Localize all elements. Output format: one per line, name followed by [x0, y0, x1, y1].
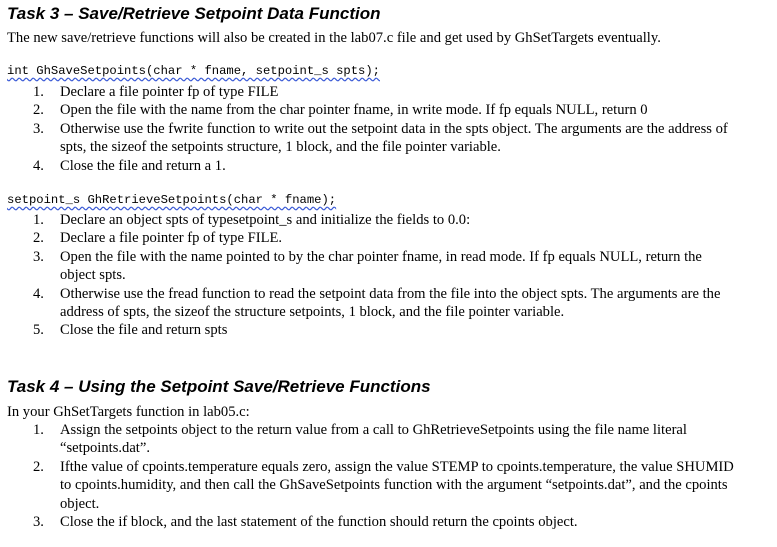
task4-intro: In your GhSetTargets function in lab05.c: — [7, 404, 250, 420]
step-number: 1. — [33, 84, 44, 100]
list-item — [0, 101, 740, 119]
step-number: 1. — [33, 422, 44, 438]
step-text: Declare an object spts of typesetpoint_s and initialize the fields to 0.0: — [60, 212, 471, 228]
list-item — [0, 513, 740, 531]
list-item — [0, 120, 740, 157]
step-text: Otherwise use the fwrite function to write out the setpoint data in the spts object. The arguments are the address of spts, the sizeof the setpoints structure, 1 block, and the file pointer variable. — [60, 120, 728, 156]
step-number: 4. — [33, 285, 44, 302]
step-text: Declare a file pointer fp of type FILE — [60, 84, 279, 100]
list-item — [0, 321, 740, 339]
step-number: 3. — [33, 248, 44, 265]
task4-heading: Task 4 – Using the Setpoint Save/Retrieve Functions — [7, 377, 431, 396]
step-number: 2. — [33, 230, 44, 247]
step-number: 2. — [33, 458, 44, 475]
list-item — [0, 421, 740, 458]
save-function-signature: int GhSaveSetpoints(char * fname, setpoint_s spts); — [7, 64, 380, 78]
step-number: 1. — [33, 212, 44, 228]
retrieve-function-signature: setpoint_s GhRetrieveSetpoints(char * fname); — [7, 193, 337, 207]
step-number: 5. — [33, 322, 44, 339]
step-number: 2. — [33, 102, 44, 119]
step-text: Ifthe value of cpoints.temperature equals zero, assign the value STEMP to cpoints.temperature, the value SHUMID to cpoints.humidity, and then call the GhSaveSetpoints function with the argument “setpoints.dat”, and the cpoints object. — [60, 458, 734, 512]
task3-intro: The new save/retrieve functions will also be created in the lab07.c file and get used by GhSetTargets eventually. — [7, 30, 661, 46]
step-text: Otherwise use the fread function to read the setpoint data from the file into the object spts. The arguments are the address of spts, the sizeof the structure setpoints, 1 block, and the file pointer variable. — [60, 285, 721, 321]
task4-steps-list — [0, 421, 740, 531]
step-text: Declare a file pointer fp of type FILE. — [60, 230, 283, 247]
step-text: Close the if block, and the last statement of the function should return the cpoints object. — [60, 514, 578, 531]
list-item — [0, 229, 740, 247]
list-item — [0, 248, 740, 285]
task3-heading: Task 3 – Save/Retrieve Setpoint Data Function — [7, 4, 381, 23]
list-item — [0, 458, 740, 513]
step-text: Close the file and return spts — [60, 322, 228, 339]
list-item — [0, 285, 740, 322]
list-item — [0, 83, 740, 101]
list-item — [0, 211, 740, 229]
step-text: Close the file and return a 1. — [60, 157, 226, 174]
retrieve-steps-list — [0, 211, 740, 340]
list-item — [0, 157, 740, 175]
step-text: Open the file with the name from the char pointer fname, in write mode. If fp equals NULL, return 0 — [60, 102, 648, 119]
step-text: Open the file with the name pointed to by the char pointer fname, in read mode. If fp equals NULL, return the object spts. — [60, 248, 702, 284]
step-number: 4. — [33, 157, 44, 174]
step-number: 3. — [33, 514, 44, 531]
save-steps-list — [0, 83, 740, 175]
step-number: 3. — [33, 120, 44, 137]
step-text: Assign the setpoints object to the return value from a call to GhRetrieveSetpoints using the file name literal “setpoints.dat”. — [60, 422, 687, 457]
